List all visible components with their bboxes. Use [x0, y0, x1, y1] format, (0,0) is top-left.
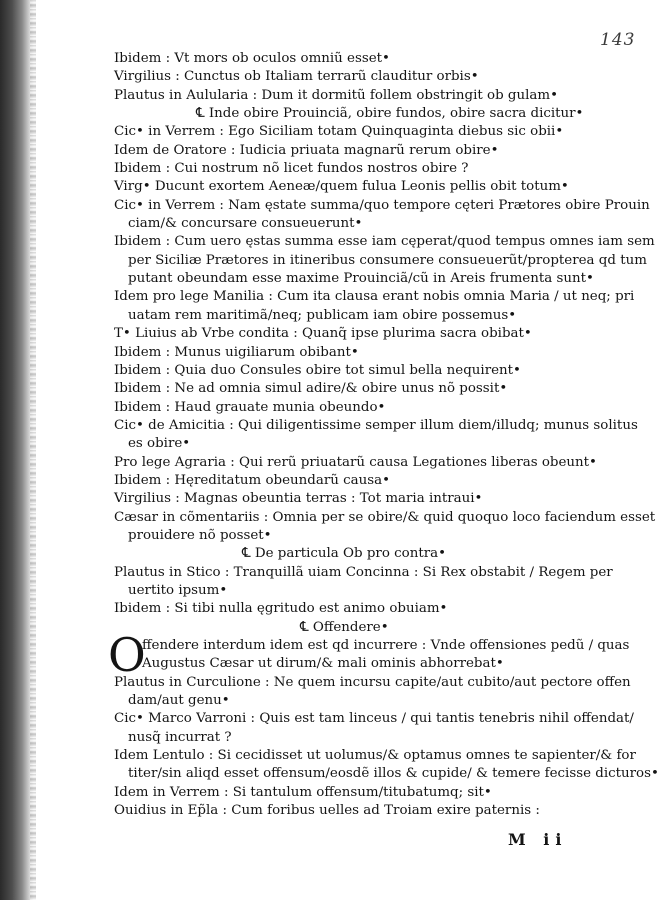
- text-line-continuation: titer/sin aliqd esset offensum/eosdẽ illos & cupide/ & temere fecisse dicturos•: [128, 766, 659, 782]
- text-line: Cic• in Verrem : Ego Siciliam totam Quinquaginta diebus sic obii•: [114, 124, 564, 140]
- section-heading: ℄ Offendere•: [300, 619, 389, 635]
- text-line-continuation: Augustus Cæsar ut dirum/& mali ominis abhorrebat•: [142, 656, 504, 672]
- text-line: Plautus in Stico : Tranquillã uiam Concinna : Si Rex obstabit / Regem per: [114, 564, 613, 580]
- text-line: Cic• Marco Varroni : Quis est tam linceus / qui tantis tenebris nihil offendat/: [114, 711, 634, 727]
- text-line-continuation: ciam/& concursare consueuerunt•: [128, 216, 363, 232]
- section-heading: ℄ De particula Ob pro contra•: [242, 546, 446, 562]
- folio-number: 143: [600, 30, 636, 50]
- text-line-continuation: uertito ipsum•: [128, 582, 228, 598]
- text-line-body: ffendere interdum idem est qd incurrere : Vnde offensiones pedũ / quas: [142, 638, 630, 653]
- text-line-continuation: putant obeundam esse maxime Prouinciã/cũ in Areis frumenta sunt•: [128, 271, 594, 287]
- text-line-continuation: es obire•: [128, 436, 191, 452]
- text-line: Ibidem : Munus uigiliarum obibant•: [114, 344, 359, 360]
- text-line: Plautus in Aulularia : Dum it dormitũ follem obstringit ob gulam•: [114, 87, 558, 103]
- text-line-continuation: prouidere nõ posset•: [128, 527, 272, 543]
- page-gutter-edge: [30, 0, 36, 900]
- page-body-text: [108, 50, 659, 820]
- text-line-continuation: per Siciliæ Prætores in itineribus consumere consueuerũt/propterea qd tum: [128, 252, 647, 268]
- text-line: Pro lege Agraria : Qui rerũ priuatarũ causa Legationes liberas obeunt•: [114, 454, 597, 470]
- text-line: Ibidem : Cum uero ęstas summa esse iam cęperat/quod tempus omnes iam sem: [114, 234, 655, 250]
- text-line-continuation: nusq̃ incurrat ?: [128, 729, 232, 745]
- text-line: Cæsar in cõmentariis : Omnia per se obire/& quid quoquo loco faciendum esset: [114, 509, 656, 525]
- text-line: Ibidem : Hęreditatum obeundarũ causa•: [114, 472, 390, 488]
- text-line: Cic• de Amicitia : Qui diligentissime semper illum diem/illudq; munus solitus: [114, 417, 638, 433]
- text-line: Ouidius in Ep̃la : Cum foribus uelles ad Troiam exire paternis :: [114, 803, 540, 819]
- text-line: Idem pro lege Manilia : Cum ita clausa erant nobis omnia Maria / ut neq; pri: [114, 289, 635, 305]
- text-line: Ibidem : Quia duo Consules obire tot simul bella nequirent•: [114, 362, 521, 378]
- text-line: Idem de Oratore : Iudicia priuata magnarũ rerum obire•: [114, 142, 499, 158]
- text-line: Virg• Ducunt exortem Aeneæ/quem fulua Leonis pellis obit totum•: [114, 179, 569, 195]
- text-line: Plautus in Curculione : Ne quem incursu capite/aut cubito/aut pectore offen: [114, 674, 631, 690]
- text-line: Ibidem : Ne ad omnia simul adire/& obire unus nõ possit•: [114, 381, 508, 397]
- section-heading: ℄ Inde obire Prouinciã, obire fundos, obire sacra dicitur•: [196, 106, 584, 122]
- text-line: T• Liuius ab Vrbe condita : Quanq̃ ipse plurima sacra obibat•: [114, 326, 532, 342]
- text-line: Virgilius : Cunctus ob Italiam terrarũ clauditur orbis•: [114, 69, 479, 85]
- text-line: Ibidem : Si tibi nulla ęgritudo est animo obuiam•: [114, 601, 448, 617]
- text-line: Idem in Verrem : Si tantulum offensum/titubatumq; sit•: [114, 784, 492, 800]
- text-line: Ibidem : Haud grauate munia obeundo•: [114, 399, 386, 415]
- signature-mark: M ii: [508, 830, 568, 849]
- text-line-continuation: uatam rem maritimã/neq; publicam iam obire possemus•: [128, 307, 517, 323]
- text-line: Virgilius : Magnas obeuntia terras : Tot maria intraui•: [114, 491, 483, 507]
- text-line-continuation: dam/aut genu•: [128, 693, 230, 709]
- text-line: Cic• in Verrem : Nam ęstate summa/quo tempore cęteri Prætores obire Prouin: [114, 197, 650, 213]
- text-line: Idem Lentulo : Si cecidisset ut uolumus/& optamus omnes te sapienter/& for: [114, 748, 636, 764]
- text-line: Ibidem : Cui nostrum nõ licet fundos nostros obire ?: [114, 161, 469, 177]
- text-line: Ibidem : Vt mors ob oculos omniũ esset•: [114, 51, 390, 66]
- drop-cap-initial: O: [108, 628, 146, 682]
- book-binding-shadow: [0, 0, 34, 900]
